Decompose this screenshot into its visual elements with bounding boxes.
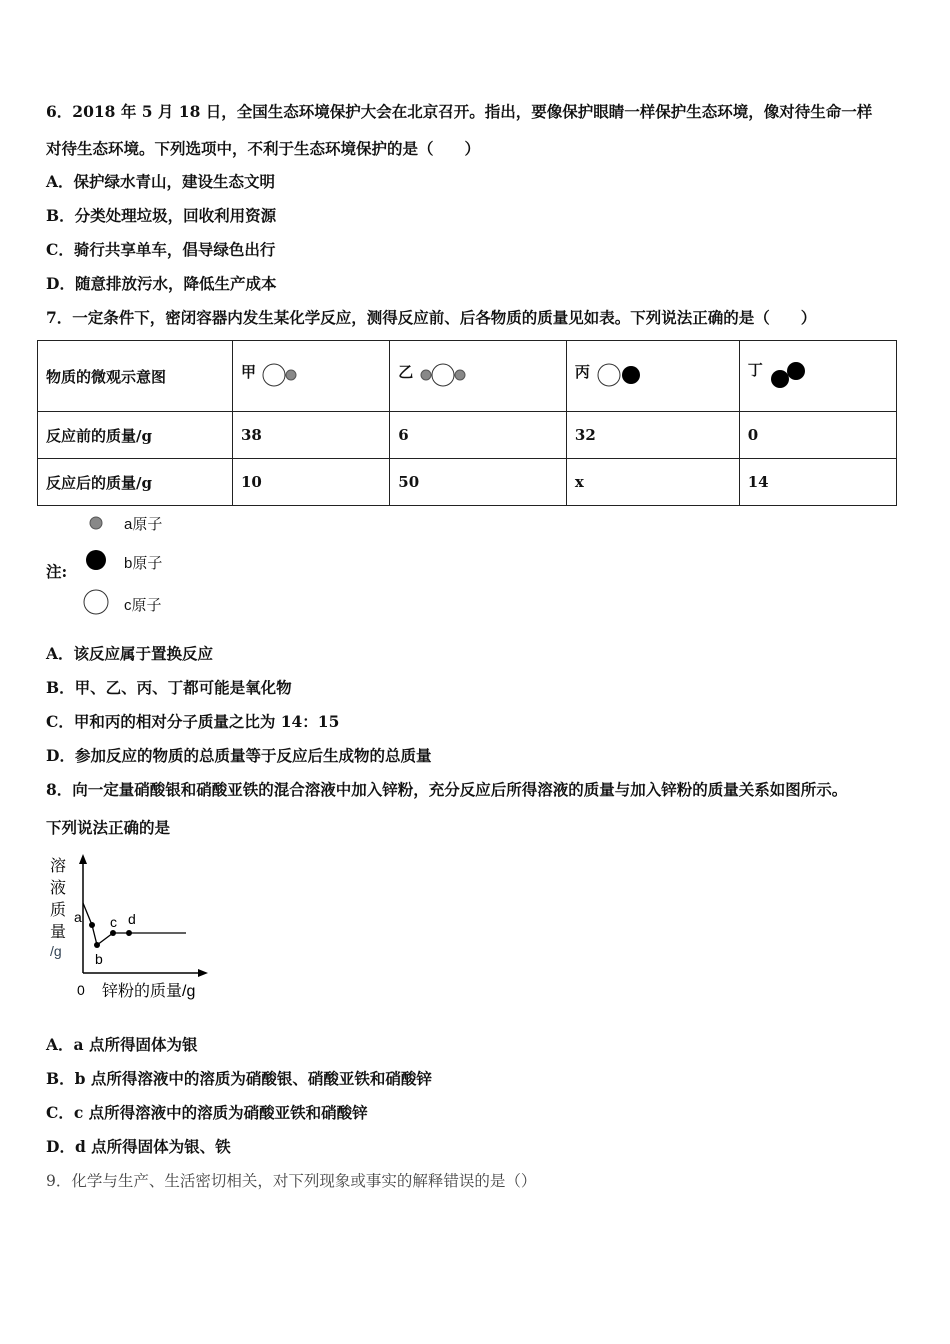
q6-option-d: D．随意排放污水，降低生产成本 [46, 274, 277, 293]
q8-option-b: B．b 点所得溶液中的溶质为硝酸银、硝酸亚铁和硝酸锌 [46, 1069, 432, 1088]
legend-atoms-icon [80, 510, 110, 620]
mass-table [37, 340, 897, 506]
y-axis-arrow-icon [79, 854, 87, 864]
point-label: b [95, 951, 103, 967]
origin-label: 0 [77, 982, 85, 998]
point-label: a [74, 909, 82, 925]
molecule-jia-icon [261, 361, 305, 391]
q8-stem: 下列说法正确的是 [46, 818, 171, 837]
table-header-cell [566, 341, 739, 412]
x-label: 锌粉的质量/g [102, 983, 196, 1000]
table-cell: 10 [233, 459, 390, 506]
q6-stem: 对待生态环境。下列选项中，不利于生态环境保护的是（ ） [46, 139, 481, 158]
table-row [38, 341, 897, 412]
y-label: 量 [50, 924, 67, 941]
y-label: 液 [50, 880, 67, 897]
q6-option-a: A．保护绿水青山，建设生态文明 [46, 172, 276, 191]
table-header-cell [739, 341, 896, 412]
substance-label: 乙 [398, 363, 414, 381]
molecule-yi-icon [419, 361, 473, 391]
q7-option-b: B．甲、乙、丙、丁都可能是氧化物 [46, 678, 292, 697]
point-label: d [128, 911, 136, 927]
molecule-ding-icon [768, 359, 812, 393]
point-a [89, 922, 95, 928]
table-cell: 反应后的质量/g [38, 459, 233, 506]
legend-b: b原子 [124, 555, 163, 572]
y-label: /g [50, 943, 62, 959]
point-label: c [110, 914, 117, 930]
point-c [110, 930, 116, 936]
table-header-cell: 物质的微观示意图 [38, 341, 233, 412]
q7-option-d: D．参加反应的物质的总质量等于反应后生成物的总质量 [46, 746, 432, 765]
q8-option-a: A．a 点所得固体为银 [46, 1035, 198, 1054]
y-label: 溶 [50, 858, 67, 875]
q6-option-c: C．骑行共享单车，倡导绿色出行 [46, 240, 276, 259]
table-cell: 50 [390, 459, 567, 506]
table-cell: 反应前的质量/g [38, 412, 233, 459]
q7-stem: 7．一定条件下，密闭容器内发生某化学反应，测得反应前、后各物质的质量见如表。下列说法正确的是（ ） [46, 308, 817, 327]
table-header-cell [390, 341, 567, 412]
q7-option-c: C．甲和丙的相对分子质量之比为 14：15 [46, 712, 340, 731]
x-axis-arrow-icon [198, 969, 208, 977]
q7-option-a: A．该反应属于置换反应 [46, 644, 214, 663]
q9-stem: 9．化学与生产、生活密切相关，对下列现象或事实的解释错误的是（） [46, 1172, 537, 1190]
table-cell: 6 [390, 412, 567, 459]
legend-c: c原子 [124, 597, 162, 614]
table-header-cell [233, 341, 390, 412]
q6-stem: 6．2018 年 5 月 18 日，全国生态环境保护大会在北京召开。指出，要像保护眼睛一样保护生态环境，像对待生命一样 [46, 102, 873, 121]
table-cell: 32 [566, 412, 739, 459]
point-d [126, 930, 132, 936]
table-cell: 14 [739, 459, 896, 506]
y-label: 质 [50, 902, 67, 919]
substance-label: 丁 [747, 361, 763, 379]
q8-option-d: D．d 点所得固体为银、铁 [46, 1137, 231, 1156]
legend-a: a原子 [124, 516, 163, 533]
note-label: 注: [46, 562, 68, 581]
q6-option-b: B．分类处理垃圾，回收利用资源 [46, 206, 277, 225]
point-b [94, 942, 100, 948]
substance-label: 甲 [241, 363, 257, 381]
solution-mass-graph [40, 850, 220, 1005]
q8-option-c: C．c 点所得溶液中的溶质为硝酸亚铁和硝酸锌 [46, 1103, 368, 1122]
q8-stem: 8．向一定量硝酸银和硝酸亚铁的混合溶液中加入锌粉，充分反应后所得溶液的质量与加入锌粉的质量关系如图所示。 [46, 780, 848, 799]
molecule-bing-icon [595, 361, 647, 391]
table-cell: 0 [739, 412, 896, 459]
table-row [38, 459, 897, 506]
table-cell: x [566, 459, 739, 506]
table-row [38, 412, 897, 459]
table-cell: 38 [233, 412, 390, 459]
substance-label: 丙 [574, 363, 590, 381]
